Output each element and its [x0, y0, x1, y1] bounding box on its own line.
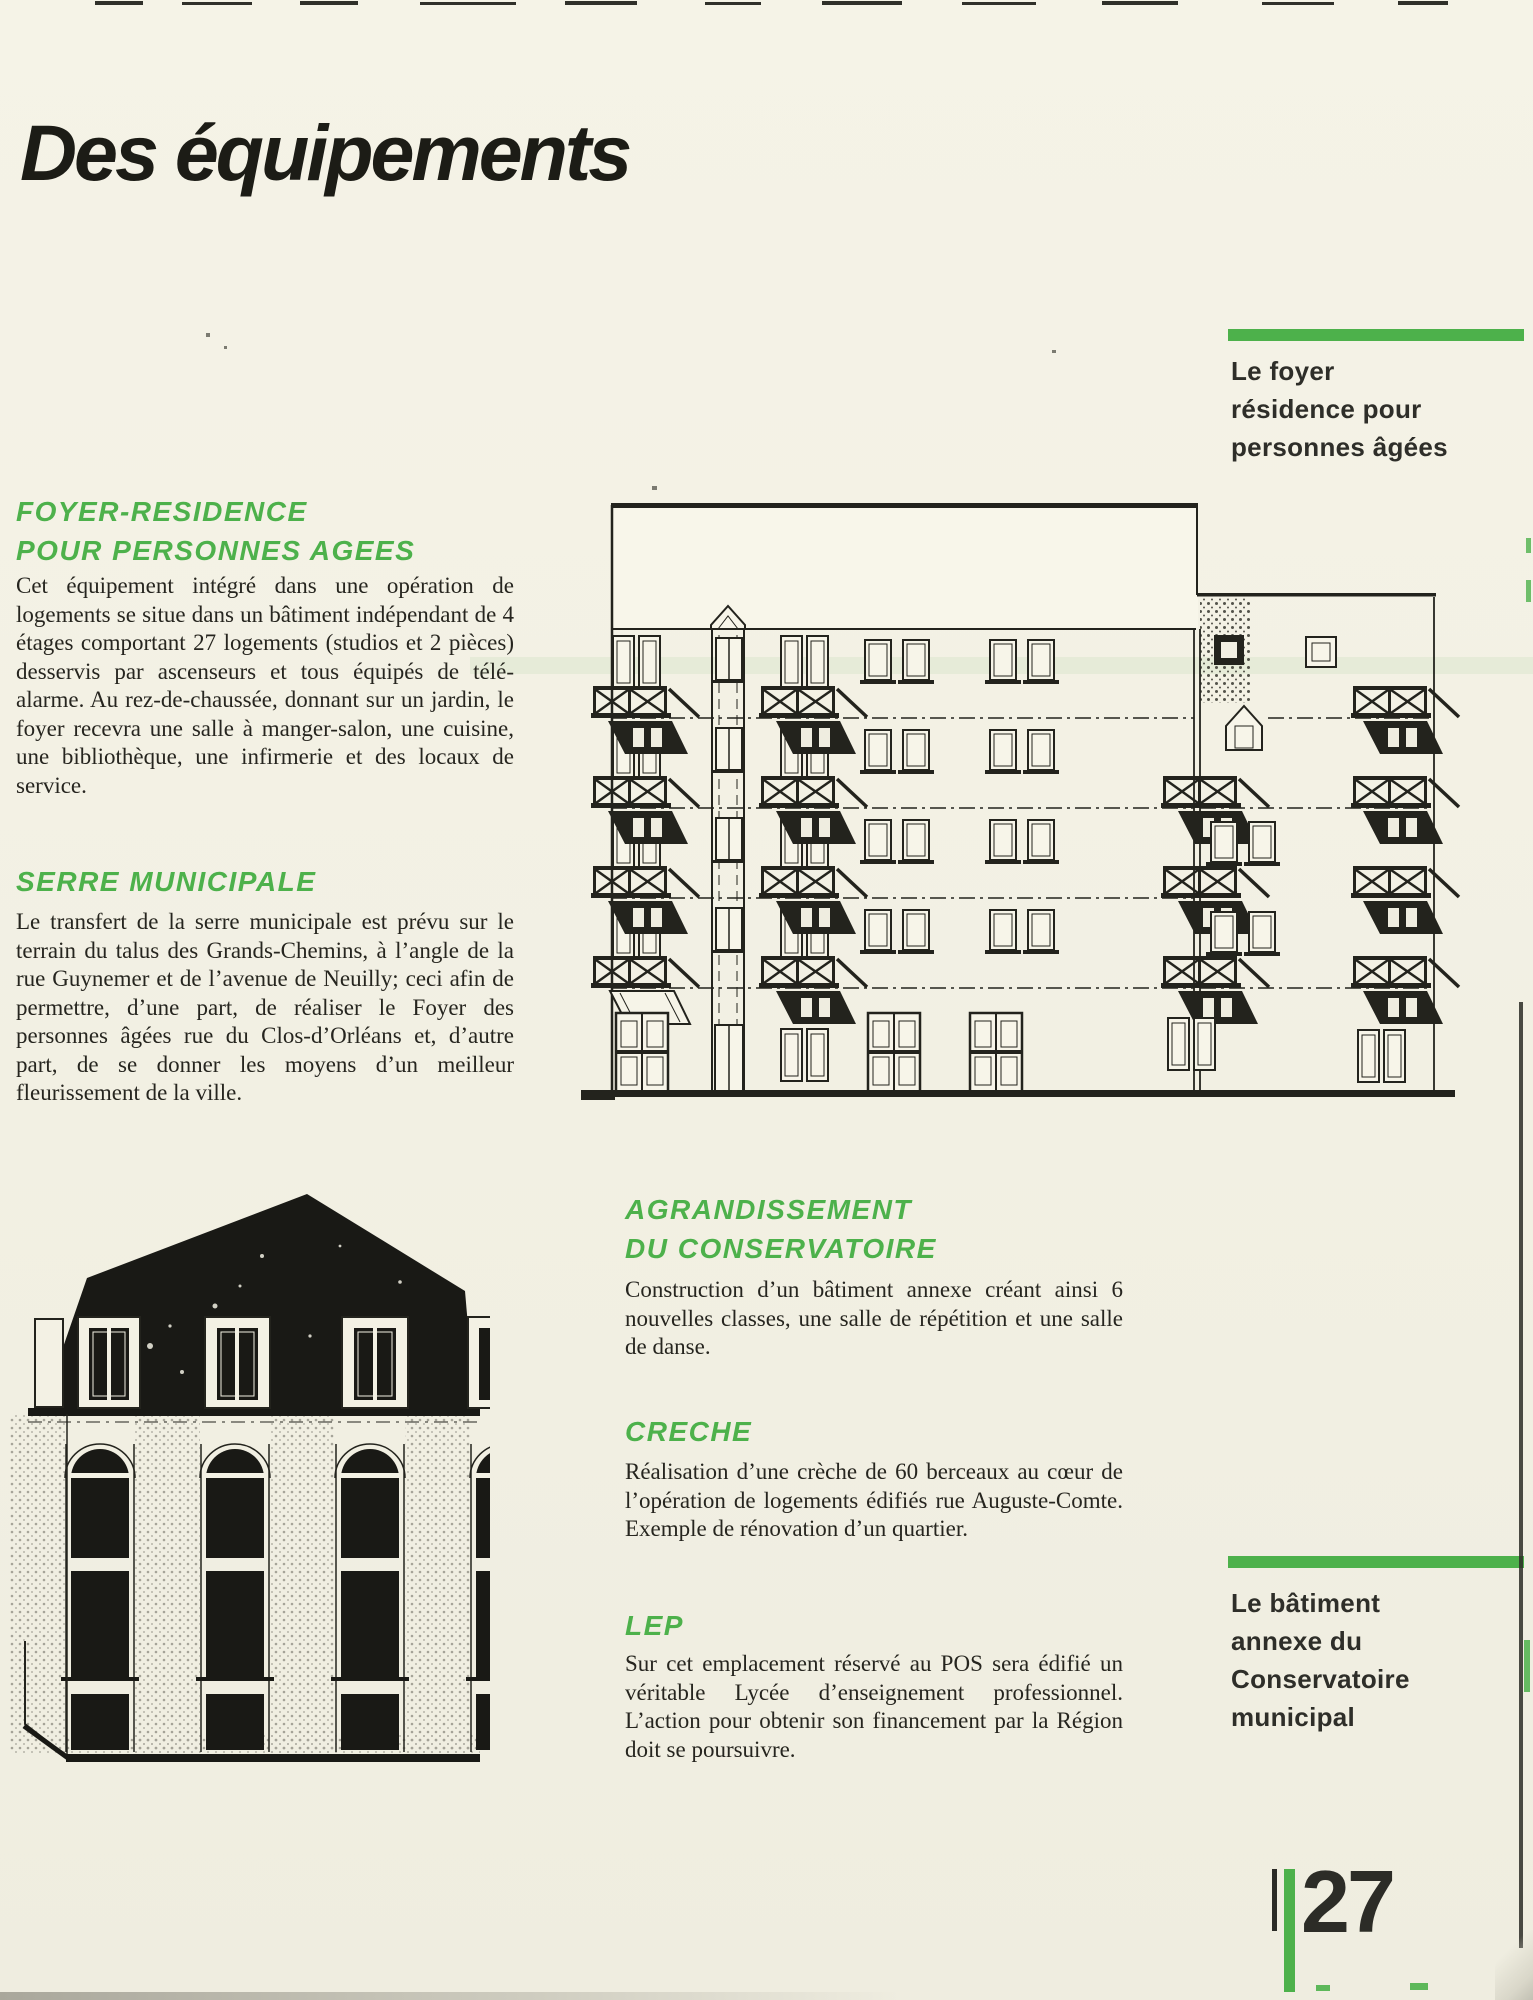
bottom-scan-shadow — [0, 1992, 900, 2000]
heading-line: CRECHE — [625, 1416, 753, 1447]
edge-green-strip — [1524, 1640, 1530, 1692]
caption-rule-top — [1228, 329, 1524, 341]
heading-lep — [625, 1606, 684, 1645]
page-title: Des équipements — [20, 108, 630, 197]
caption-conservatoire-photo — [1231, 1584, 1410, 1736]
heading-line: DU CONSERVATOIRE — [625, 1233, 937, 1264]
heading-foyer-residence — [16, 492, 415, 570]
caption-line: personnes âgées — [1231, 432, 1448, 462]
balcony-column — [759, 636, 867, 1081]
body-agrandissement: Construction d’un bâtiment annexe créant ainsi 6 nouvelles classes, une salle de répétition et une salle de danse. — [625, 1277, 1123, 1359]
paper-speck — [224, 346, 227, 349]
caption-line: Conservatoire — [1231, 1664, 1410, 1694]
caption-line: résidence pour — [1231, 394, 1422, 424]
heading-line: POUR PERSONNES AGEES — [16, 535, 416, 566]
ground-line — [581, 1090, 1455, 1100]
caption-line: Le bâtiment — [1231, 1588, 1381, 1618]
page-number-green-bar — [1284, 1869, 1295, 1992]
building-outline — [611, 503, 1436, 1091]
heading-line: SERRE MUNICIPALE — [16, 866, 317, 897]
caption-line: Le foyer — [1231, 356, 1335, 386]
heading-line: FOYER-RESIDENCE — [16, 496, 308, 527]
paper-speck — [1052, 350, 1056, 353]
body-creche: Réalisation d’une crèche de 60 berceaux au cœur de l’opération de logements édifiés rue Auguste-Comte. Exemple de rénovation d’un quartier. — [625, 1459, 1123, 1541]
stair-tower — [711, 606, 745, 1091]
edge-green-tick — [1526, 580, 1531, 602]
heading-creche — [625, 1412, 752, 1451]
foyer-elevation-drawing — [478, 385, 1468, 1125]
body-foyer-residence: Cet équipement intégré dans une opération de logements se situe dans un bâtiment indépendant de 4 étages comportant 27 logements (studios et 2 pièces) desservis par ascenseurs et tous équipés de télé-alarme. Au rez-de-chaussée, donnant sur un jardin, le foyer recevra une salle à manger-salon, une cuisine, une bibliothèque, une infirmerie et des locaux de service. — [16, 573, 514, 798]
conservatoire-annexe-drawing — [10, 1186, 490, 1772]
heading-line: LEP — [625, 1610, 684, 1641]
window-column — [860, 640, 1059, 1093]
bottom-green-dash — [1316, 1985, 1330, 1991]
heading-agrandissement-conservatoire — [625, 1190, 937, 1268]
edge-green-tick — [1526, 538, 1531, 553]
body-serre-municipale: Le transfert de la serre municipale est prévu sur le terrain du talus des Grands-Chemins, à l’angle de la rue Guynemer et de l’avenue de Neuilly; ceci afin de permettre, d’une part, de réaliser le Foyer des personnes âgées rue du Clos-d’Orléans et, d’autre part, de se donner les moyens d’un meilleur fleurissement de la ville. — [16, 909, 514, 1105]
heading-line: AGRANDISSEMENT — [625, 1194, 913, 1225]
paper-speck — [206, 333, 210, 337]
caption-rule-bottom — [1228, 1556, 1524, 1568]
corner-curl-shadow — [1495, 1930, 1533, 2000]
page-number-tick — [1272, 1869, 1277, 1931]
body-lep: Sur cet emplacement réservé au POS sera édifié un véritable Lycée d’enseignement professionnel. L’action pour obtenir son financement par la Région doit se poursuivre. — [625, 1651, 1123, 1762]
balcony-column — [591, 636, 699, 1093]
caption-line: municipal — [1231, 1702, 1356, 1732]
page-edge-line — [1519, 1002, 1523, 1948]
heading-serre-municipale — [16, 862, 316, 901]
page-number: 27 — [1301, 1852, 1393, 1951]
bottom-green-dash — [1410, 1983, 1428, 1990]
caption-line: annexe du — [1231, 1626, 1363, 1656]
